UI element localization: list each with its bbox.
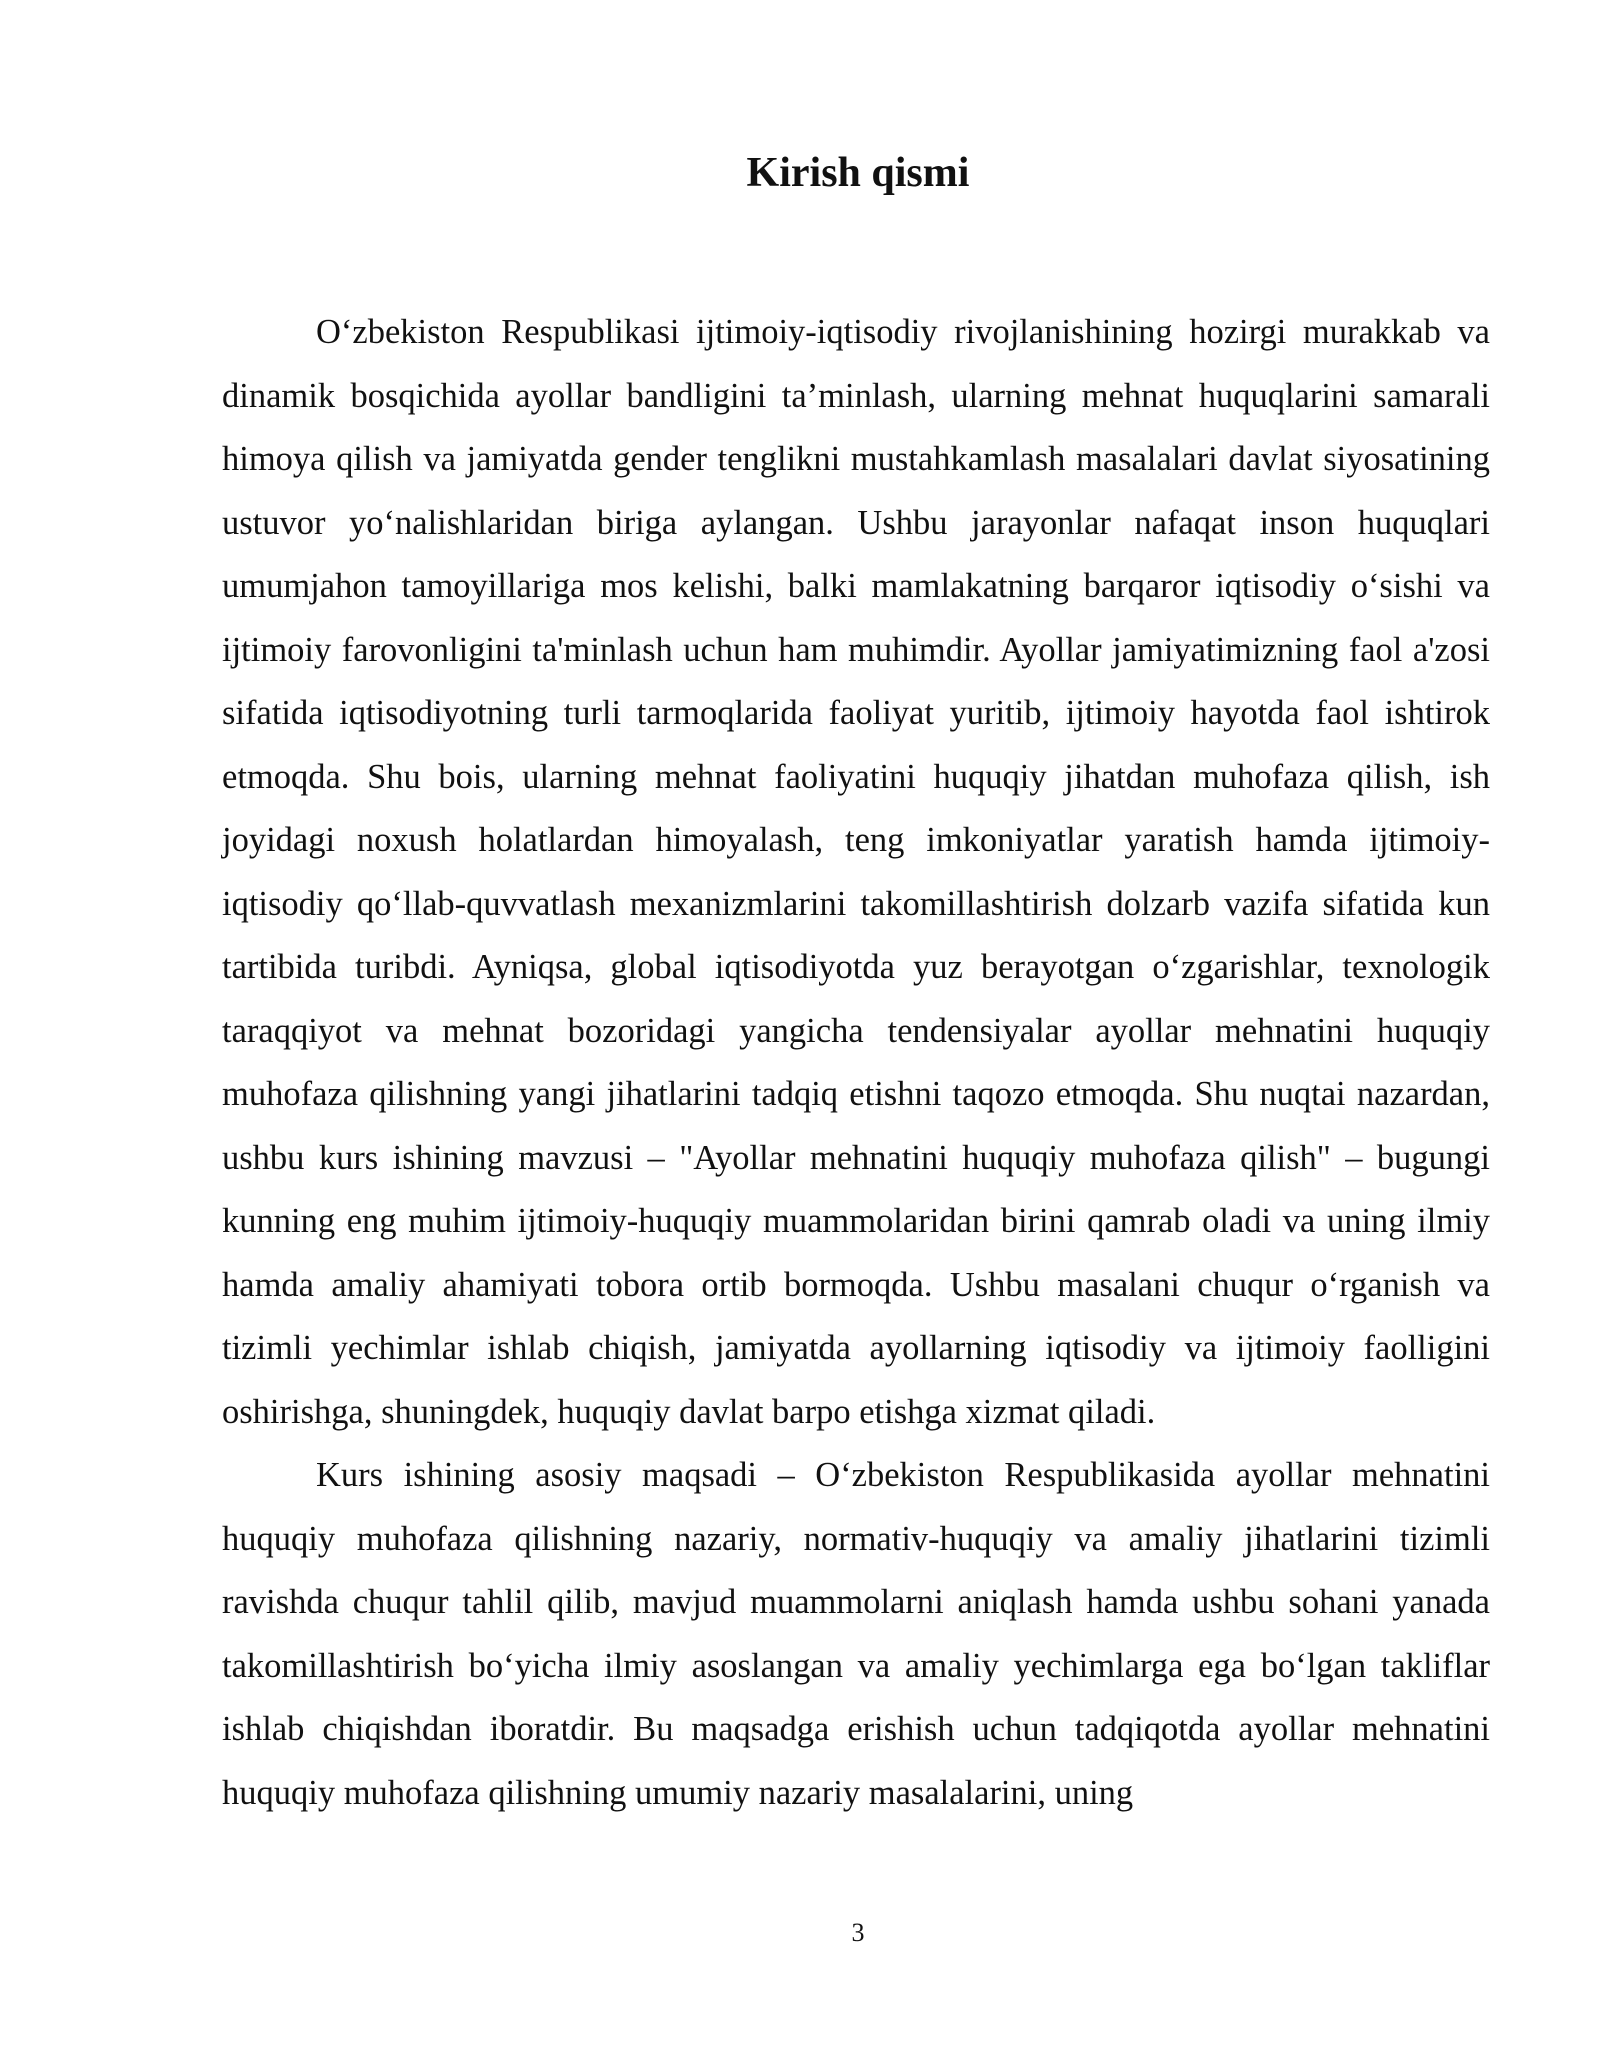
page-title: Kirish qismi	[746, 150, 970, 196]
paragraph-introduction: O‘zbekiston Respublikasi ijtimoiy-iqtisodiy rivojlanishining hozirgi murakkab va dinamik bosqichida ayollar bandligini ta’minlash, ularning mehnat huquqlarini samarali himoya qilish va jamiyatda gender tenglikni mustahkamlash masalalari davlat siyosatining ustuvor yo‘nalishlaridan biriga aylangan. Ushbu jarayonlar nafaqat inson huquqlari umumjahon tamoyillariga mos kelishi, balki mamlakatning barqaror iqtisodiy o‘sishi va ijtimoiy farovonligini ta'minlash uchun ham muhimdir. Ayollar jamiyatimizning faol a'zosi sifatida iqtisodiyotning turli tarmoqlarida faoliyat yuritib, ijtimoiy hayotda faol ishtirok etmoqda. Shu bois, ularning mehnat faoliyatini huquqiy jihatdan muhofaza qilish, ish joyidagi noxush holatlardan himoyalash, teng imkoniyatlar yaratish hamda ijtimoiy-iqtisodiy qo‘llab-quvvatlash mexanizmlarini takomillashtirish dolzarb vazifa sifatida kun tartibida turibdi. Ayniqsa, global iqtisodiyotda yuz berayotgan o‘zgarishlar, texnologik taraqqiyot va mehnat bozoridagi yangicha tendensiyalar ayollar mehnatini huquqiy muhofaza qilishning yangi jihatlarini tadqiq etishni taqozo etmoqda. Shu nuqtai nazardan, ushbu kurs ishining mavzusi – "Ayollar mehnatini huquqiy muhofaza qilish" – bugungi kunning eng muhim ijtimoiy-huquqiy muammolaridan birini qamrab oladi va uning ilmiy hamda amaliy ahamiyati tobora ortib bormoqda. Ushbu masalani chuqur o‘rganish va tizimli yechimlar ishlab chiqish, jamiyatda ayollarning iqtisodiy va ijtimoiy faolligini oshirishga, shuningdek, huquqiy davlat barpo etishga xizmat qiladi.	[222, 313, 1490, 1431]
body-text	[222, 301, 1490, 1825]
paragraph-objective: Kurs ishining asosiy maqsadi – O‘zbekiston Respublikasida ayollar mehnatini huquqiy muhofaza qilishning nazariy, normativ-huquqiy va amaliy jihatlarini tizimli ravishda chuqur tahlil qilib, mavjud muammolarni aniqlash hamda ushbu sohani yanada takomillashtirish bo‘yicha ilmiy asoslangan va amaliy yechimlarga ega bo‘lgan takliflar ishlab chiqishdan iboratdir. Bu maqsadga erishish uchun tadqiqotda ayollar mehnatini huquqiy muhofaza qilishning umumiy nazariy masalalarini, uning	[222, 1456, 1490, 1812]
page-number: 3	[851, 1918, 865, 1947]
